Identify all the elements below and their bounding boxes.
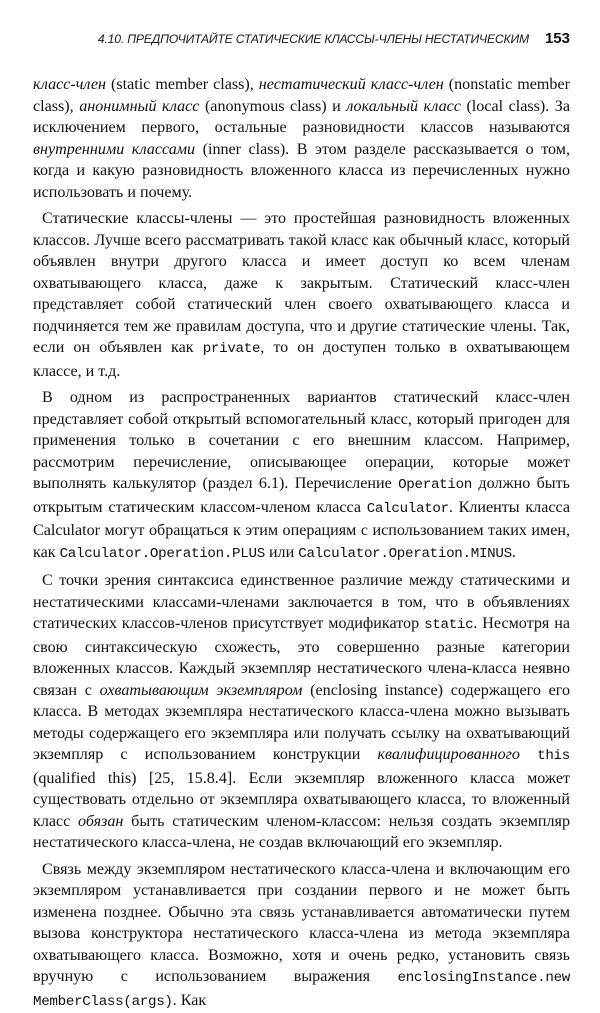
code-term: this [537,748,570,764]
paragraph [33,570,570,854]
text-run: (nonstatic member class), [33,76,570,115]
code-term: Calculator.Operation.MINUS [298,546,512,562]
italic-term: обязан [78,813,123,830]
code-term: private [203,341,261,357]
paragraph [33,387,570,565]
italic-term: класс-член [33,76,106,93]
italic-term: нестатический класс-член [259,76,444,93]
text-run: В одном из распространенных вариантов статический класс-член представляет собой открытый вспомогательный класс, который пригоден для применения только в сочетании с его внешним классом. Например, рассмотрим перечисление, описывающее операции, которые может выполнять калькулятор (раздел 6.1). Перечисление [33,389,570,492]
text-run: (inner class). В этом разделе рассказывается о том, когда и какую разновидность вложенного класса из перечисленных нужно использовать и почему. [33,141,570,201]
text-run: быть статическим членом-классом: нельзя создать экземпляр нестатического класса-члена, не создав включающий его экземпляр. [33,813,570,852]
text-run: . Клиенты класса Calculator могут обращаться к этим операциям с использованием таких имен, как [33,499,570,561]
paragraph [33,859,570,1013]
italic-term: анонимный класс [79,98,199,115]
text-run: , то он доступен только в охватывающем классе, и т.д. [33,339,570,380]
text-run: Связь между экземпляром нестатического класса-члена и включающим его экземпляром устанавливается при создании первого и не может быть изменена позднее. Обычно эта связь устанавливается автоматически путем вызова конструктора нестатического класса-члена из метода экземпляра охватывающего класса. Возможно, хотя и очень редко, установить связь вручную с использованием выражения [33,861,570,986]
code-term: Calculator [367,501,449,517]
body-text [33,74,570,1013]
page-number: 153 [545,30,570,47]
running-header [33,30,570,60]
header-title: 4.10. ПРЕДПОЧИТАЙТЕ СТАТИЧЕСКИЕ КЛАССЫ-ЧЛЕНЫ НЕСТАТИЧЕСКИМ [98,32,529,46]
text-run: . [512,544,516,561]
text-run: . Как [173,992,207,1009]
italic-term: внутренними классами [33,141,195,158]
text-run: (local class). За исключением первого, остальные разновидности классов называются [33,98,570,137]
text-run: или [265,544,298,561]
text-run [520,746,537,763]
code-term: Operation [398,477,472,493]
paragraph [33,74,570,203]
italic-term: квалифицированного [378,746,520,763]
code-term: static [424,617,473,633]
text-run: должно быть открытым статическим классом-членом класса [33,475,570,516]
code-term: Calculator.Operation.PLUS [60,546,265,562]
italic-term: локальный класс [346,98,461,115]
italic-term: охватывающим экземпляром [100,682,303,699]
text-run: С точки зрения синтаксиса единственное различие между статическими и нестатическими классами-членами заключается в том, что в объявлениях статических классов-членов присутствует модификатор [33,572,570,632]
text-run: (qualified this) [25, 15.8.4]. Если экземпляр вложенного класса может существовать отдельно от экземпляра охватывающего класса, то вложенный класс [33,770,570,830]
text-run: Статические классы-члены — это простейшая разновидность вложенных классов. Лучше всего рассматривать такой класс как обычный класс, который объявлен внутри другого класса и имеет доступ ко всем членам охватывающего класса, даже к закрытым. Статический класс-член представляет собой статический член своего охватывающего класса и подчиняется тем же правилам доступа, что и другие статические члены. Так, если он объявлен как [33,210,570,356]
text-run: (enclosing instance) содержащего его класса. В методах экземпляра нестатического класса-члена можно вызывать методы содержащего его экземпляра или получать ссылку на охватывающий экземпляр с использованием конструкции [33,682,570,764]
text-run: (static member class), [106,76,259,93]
text-run: (anonymous class) и [199,98,346,115]
text-run: . Несмотря на свою синтаксическую схожесть, это совершенно разные категории вложенных классов. Каждый экземпляр нестатического члена-класса неявно связан с [33,615,570,699]
code-term: enclosingInstance.new MemberClass(args) [33,970,570,1010]
paragraph [33,208,570,382]
